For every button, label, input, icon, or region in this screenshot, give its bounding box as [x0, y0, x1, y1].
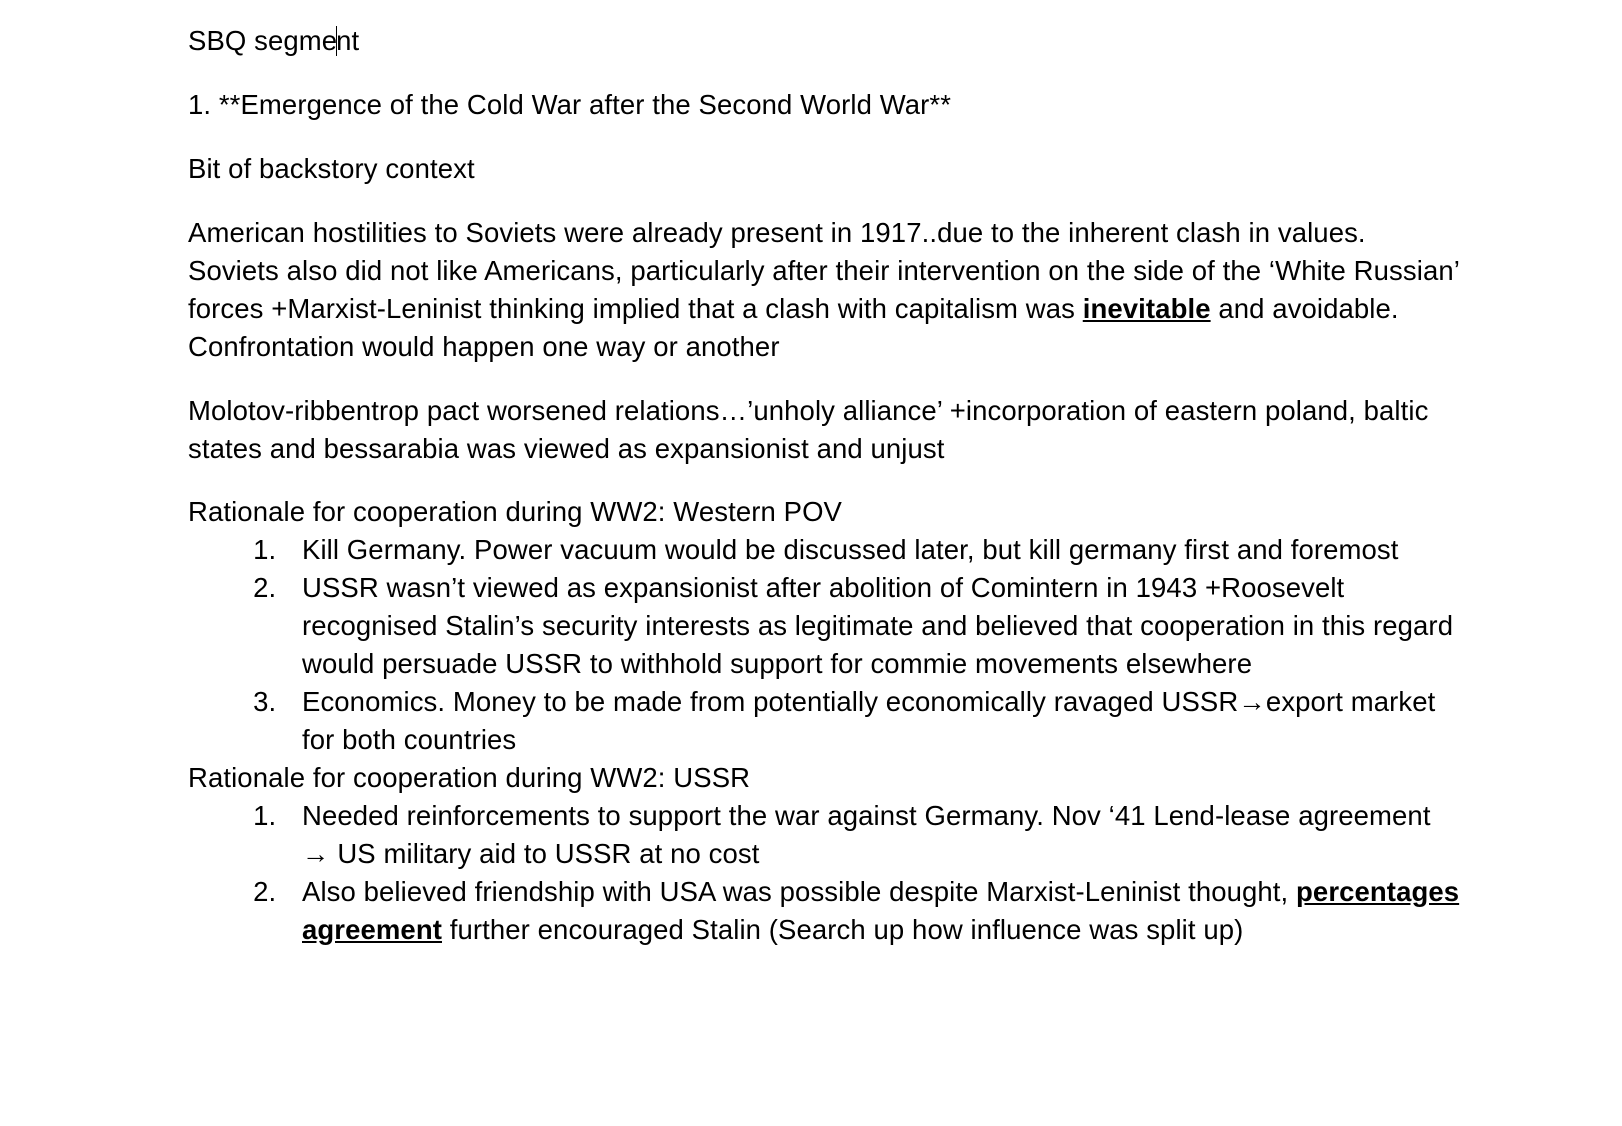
lead-in-ussr: Rationale for cooperation during WW2: USSR — [188, 762, 751, 793]
list-item: 1. Needed reinforcements to support the war against Germany. Nov ‘41 Lend-lease agreement → US military aid to USSR at no cost — [284, 797, 1462, 873]
list-item: 3. Economics. Money to be made from potentially economically ravaged USSR→export market for both countries — [284, 683, 1462, 759]
blank-line — [188, 467, 1462, 493]
list-item-text-part-2: further encouraged Stalin (Search up how influence was split up) — [442, 913, 1244, 945]
paragraph-molotov-ribbentrop: Molotov-ribbentrop pact worsened relations…’unholy alliance’ +incorporation of eastern poland, baltic states and bessarabia was viewed as expansionist and unjust — [188, 394, 1429, 464]
list-item: 2. USSR wasn’t viewed as expansionist after abolition of Comintern in 1943 +Roosevelt recognised Stalin’s security interests as legitimate and believed that cooperation in this regard would persuade USSR to withhold support for commie movements elsewhere — [284, 569, 1462, 683]
emphasis-percentages-agreement: percentages agreement — [302, 875, 1460, 945]
document-title-line[interactable] — [188, 22, 359, 60]
blank-line — [188, 60, 1462, 86]
paragraph-text-part-2: and avoidable. Confrontation would happen one way or another — [188, 292, 1399, 362]
list-item: 1. Kill Germany. Power vacuum would be discussed later, but kill germany first and foremost — [284, 531, 1462, 569]
paragraph-american-hostilities — [188, 214, 1462, 366]
document-body[interactable] — [188, 22, 1462, 949]
emphasis-inevitable: inevitable — [1082, 292, 1211, 324]
document-title-text-before-caret: SBQ segme — [188, 25, 338, 56]
lead-in-western-pov: Rationale for cooperation during WW2: Western POV — [188, 496, 842, 528]
blank-line — [188, 366, 1462, 392]
section-heading: 1. **Emergence of the Cold War after the Second World War** — [188, 88, 952, 120]
document-title-text-after-caret: nt — [336, 25, 360, 56]
list-item — [284, 873, 1462, 949]
paragraph-text-part-1: American hostilities to Soviets were already present in 1917..due to the inherent clash in values. Soviets also did not like Americans, particularly after their intervention on the side of the ‘White Russian’ forces +Marxist-Leninist thinking implied that a clash with capitalism was — [188, 216, 1459, 324]
list-western-pov — [188, 531, 1462, 759]
list-item-text-part-1: Also believed friendship with USA was possible despite Marxist-Leninist thought, — [302, 875, 1297, 907]
subheading-backstory: Bit of backstory context — [188, 152, 475, 184]
blank-line — [188, 188, 1462, 214]
blank-line — [188, 124, 1462, 150]
list-ussr — [188, 797, 1462, 949]
